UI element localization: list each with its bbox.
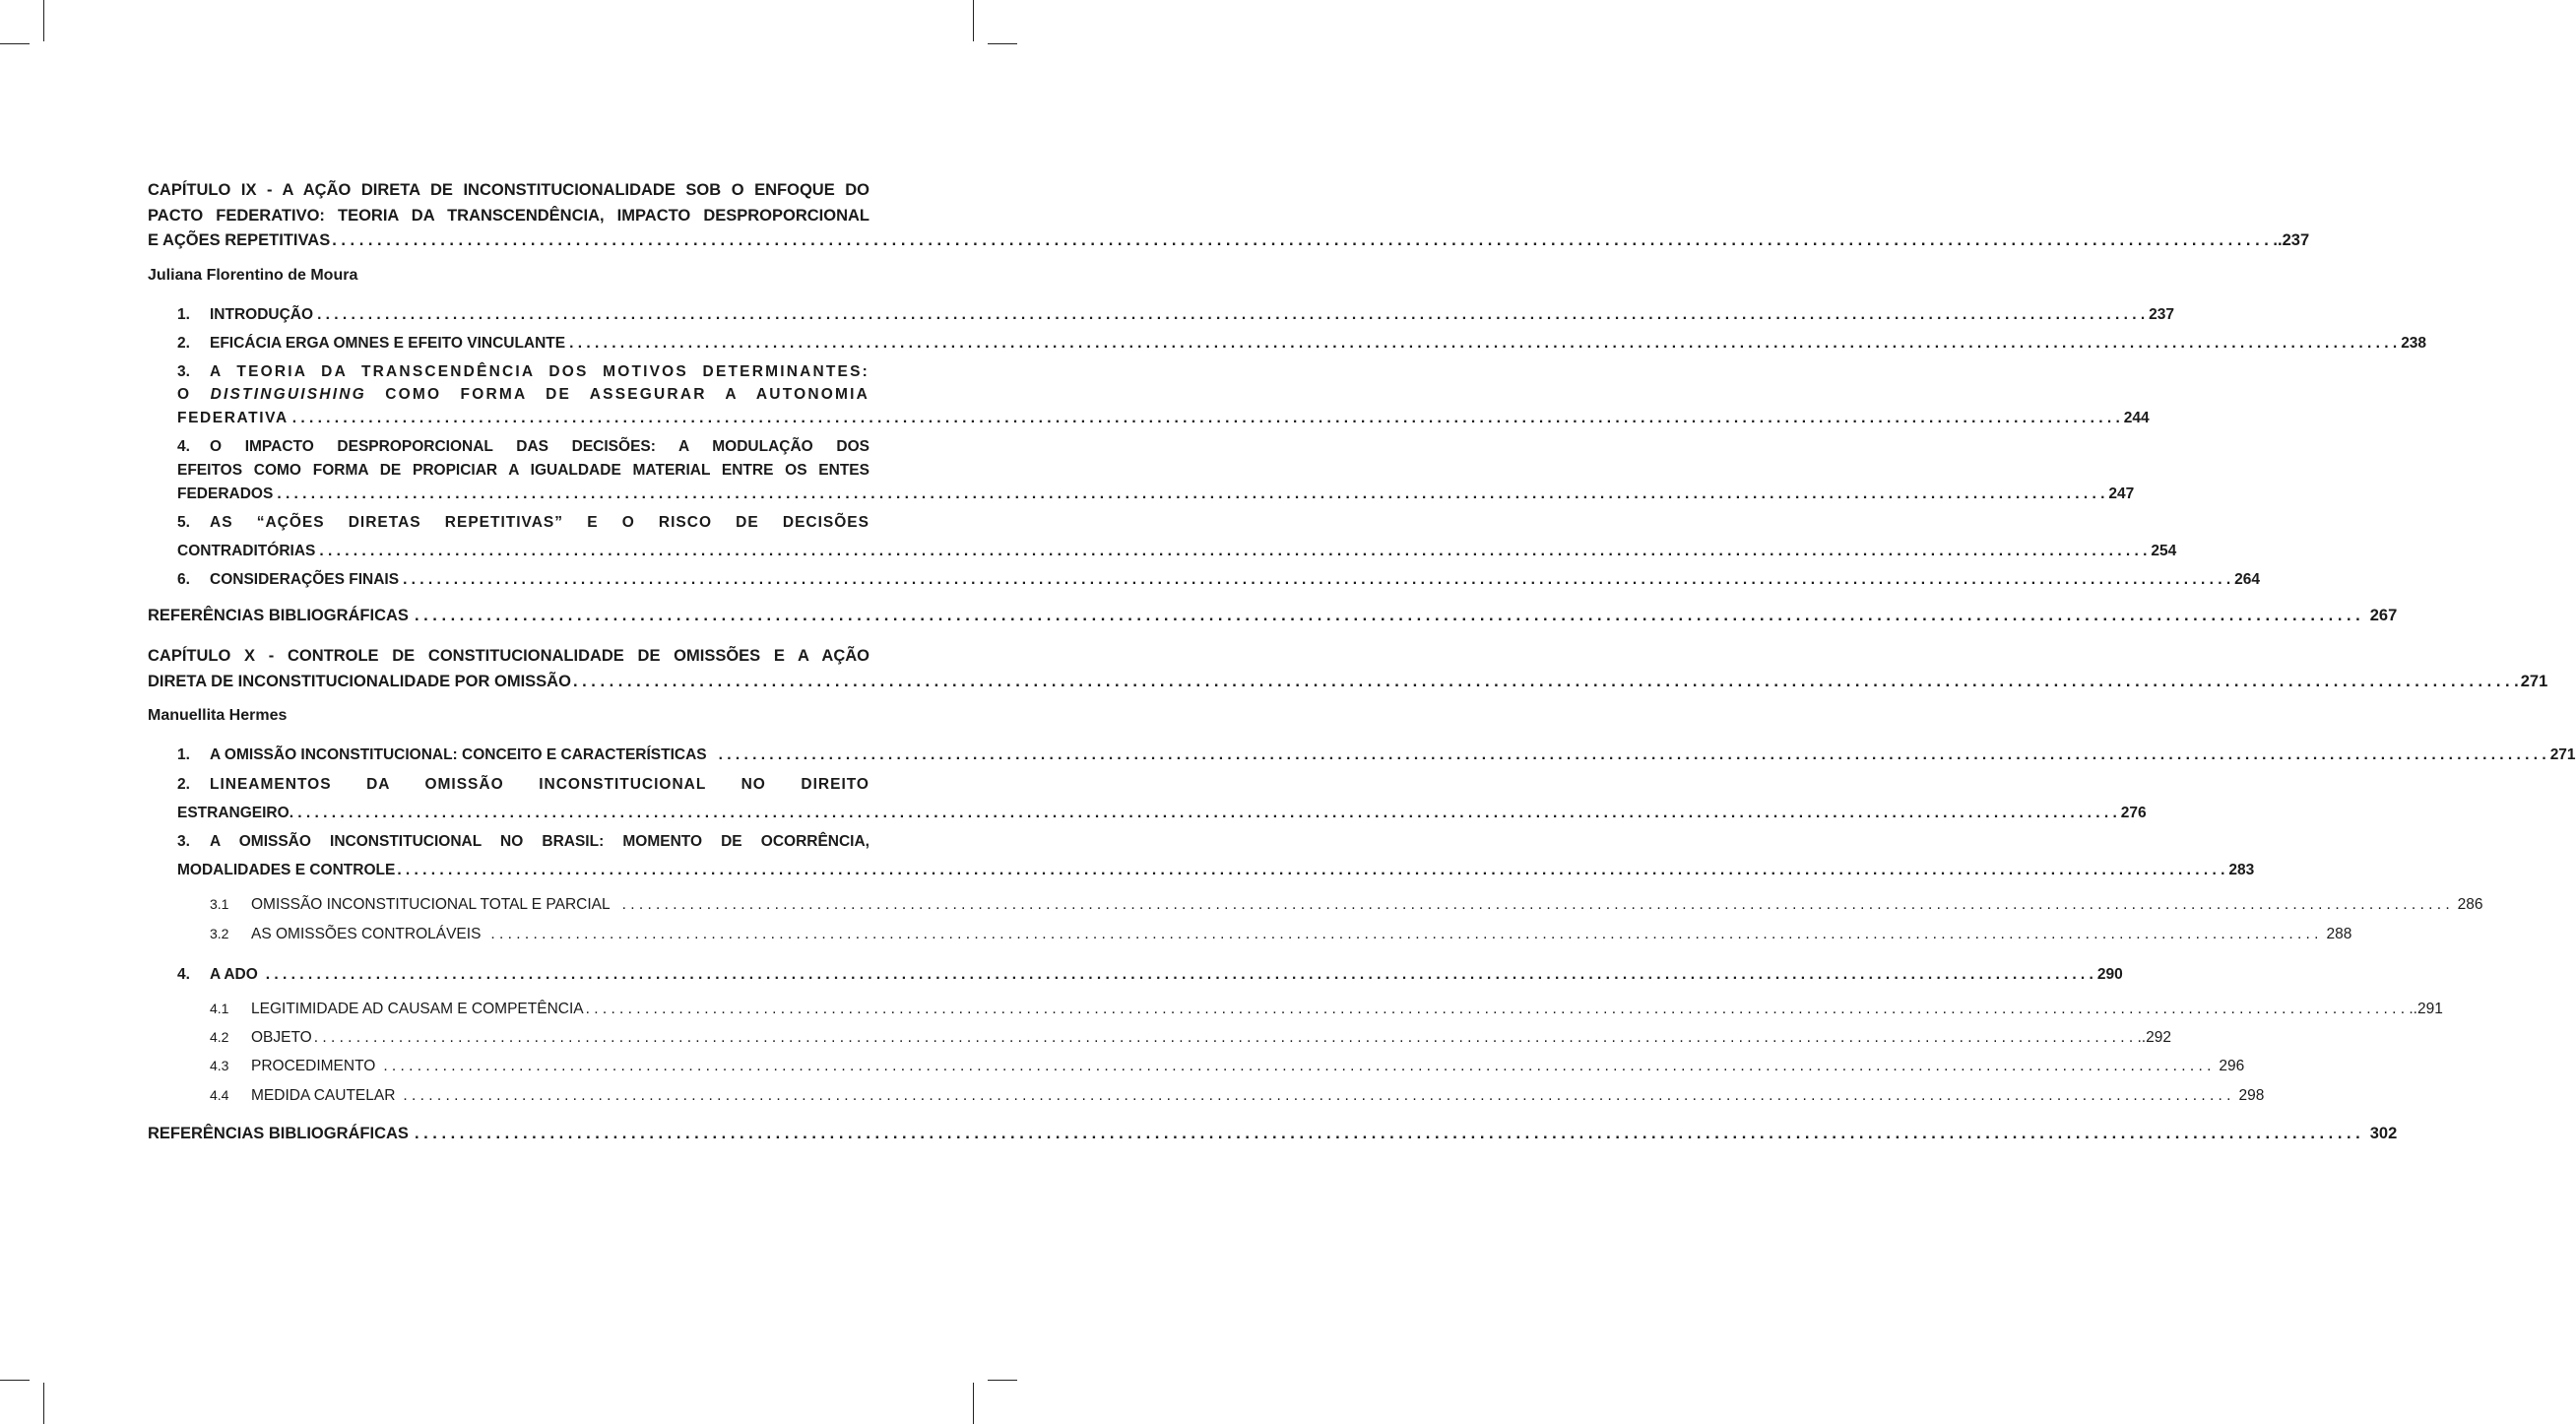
section-title-line: ESTRANGEIRO [177,804,290,821]
section-title: OBJETO [251,1029,312,1047]
page-number: 254 [2151,542,2177,559]
toc-entry[interactable] [177,329,2427,357]
toc-entry[interactable] [177,770,2147,827]
page-number: .292 [2141,1029,2171,1047]
toc-entry[interactable] [210,1023,2171,1052]
chapter-author: Manuellita Hermes [148,707,288,725]
chapter-title-line: E AÇÕES REPETITIVAS [148,231,331,249]
section-title: OMISSÃO INCONSTITUCIONAL TOTAL E PARCIAL [251,896,611,914]
chapter-heading [148,644,2548,694]
section-number: 4.2 [210,1029,229,1046]
section-number: 3. [177,362,190,380]
section-title: AS “AÇÕES DIRETAS REPETITIVAS” E O RISCO DE DECISÕES [210,513,869,531]
crop-mark [43,0,44,41]
section-number: 4.3 [210,1058,229,1074]
toc-entry[interactable] [177,300,2174,329]
section-number: 5. [177,513,190,531]
dot-leader [490,920,2318,948]
dot-leader [383,1052,2211,1080]
dot-leader [397,856,2224,884]
dot-leader [403,1081,2230,1110]
section-number: 2. [177,775,190,793]
section-number: 2. [177,334,190,352]
page-number: 237 [2149,305,2174,323]
section-title: A OMISSÃO INCONSTITUCIONAL: CONCEITO E CARACTERÍSTICAS [210,746,707,764]
toc-entry[interactable] [177,432,2135,507]
section-number: 4. [177,438,190,456]
section-title-line: FEDERATIVA [177,410,289,427]
toc-entry[interactable] [177,827,2255,884]
dot-leader [415,604,2360,628]
dot-leader [277,480,2104,508]
references-label: REFERÊNCIAS BIBLIOGRÁFICAS [148,1124,409,1142]
dot-leader [586,995,2414,1023]
page-number: 290 [2096,965,2123,983]
page-number: 271 [2549,746,2576,764]
toc-entry[interactable] [210,1081,2265,1110]
section-title-line: MODALIDADES E CONTROLE [177,862,396,879]
section-list [177,960,2123,989]
dot-leader [569,329,2397,357]
section-title: INTRODUÇÃO [210,305,314,323]
section-title: O IMPACTO DESPROPORCIONAL DAS DECISÕES: A MODULAÇÃO DOS [210,438,869,456]
page-number: 271 [2520,672,2548,690]
page-number: 283 [2228,862,2255,879]
section-title-line: CONTRADITÓRIAS [177,542,316,559]
toc-entry[interactable] [177,565,2260,594]
references-label: REFERÊNCIAS BIBLIOGRÁFICAS [148,607,409,625]
toc-entry[interactable] [177,508,2177,565]
section-title: A ADO [210,965,258,983]
subsection-list [210,995,2443,1110]
page-number: 247 [2108,485,2135,502]
page-number: 264 [2234,571,2260,589]
dot-leader [266,960,2093,989]
dot-leader [719,741,2546,769]
toc-entry[interactable] [177,357,2150,432]
section-title: EFICÁCIA ERGA OMNES E EFEITO VINCULANTE [210,334,566,352]
toc-entry[interactable] [210,890,2483,919]
dot-leader [314,1023,2142,1052]
toc-entry[interactable] [210,920,2352,948]
chapter-author: Juliana Florentino de Moura [148,266,358,284]
chapter-title-line: CAPÍTULO X - CONTROLE DE CONSTITUCIONALIDADE DE OMISSÕES E A AÇÃO [148,647,869,666]
toc-entry[interactable] [148,228,2310,254]
toc-entry[interactable] [177,741,2576,769]
section-number: 3.1 [210,896,229,913]
toc-entry[interactable] [148,670,2548,695]
section-number: 6. [177,571,190,589]
dot-leader [319,537,2147,565]
crop-mark [0,1380,30,1381]
section-list [177,300,2427,595]
section-title: CONSIDERAÇÕES FINAIS [210,571,400,589]
crop-mark [43,1383,44,1424]
page-number: 288 [2326,925,2352,942]
section-title: AS OMISSÕES CONTROLÁVEIS [251,925,482,942]
crop-mark [988,1380,1017,1381]
dot-leader [292,404,2120,432]
section-title: PROCEDIMENTO [251,1058,376,1075]
toc-entry[interactable] [210,1052,2245,1080]
section-number: 3.2 [210,925,229,941]
subsection-list [210,890,2483,947]
section-title: MEDIDA CAUTELAR [251,1086,396,1104]
dot-leader [332,228,2278,254]
page-number: 276 [2120,804,2147,821]
chapter-heading [148,178,2310,254]
page-number: 267 [2369,607,2398,625]
dot-leader [415,1122,2360,1146]
section-title-line: O DISTINGUISHING COMO FORMA DE ASSEGURAR A AUTONOMIA [177,386,869,404]
section-title: A OMISSÃO INCONSTITUCIONAL NO BRASIL: MOMENTO DE OCORRÊNCIA, [210,832,869,850]
toc-entry[interactable] [177,960,2123,989]
dot-leader [317,300,2145,329]
crop-mark [988,43,1017,44]
page-number: .291 [2413,1000,2443,1017]
references-entry[interactable] [148,1122,2398,1146]
page-number: .237 [2278,231,2310,249]
page-number: 296 [2219,1058,2245,1075]
section-number: 1. [177,305,190,323]
page-number: 302 [2369,1124,2398,1142]
section-number: 4.4 [210,1086,229,1103]
section-title-line: EFEITOS COMO FORMA DE PROPICIAR A IGUALDADE MATERIAL ENTRE OS ENTES [177,461,869,479]
crop-mark [973,1383,974,1424]
references-entry[interactable] [148,604,2398,628]
dot-leader [403,565,2230,594]
section-number: 4. [177,965,190,983]
page-number: 286 [2457,896,2483,914]
toc-entry[interactable] [210,995,2443,1023]
dot-leader [573,670,2519,695]
page-number: 298 [2238,1086,2265,1104]
chapter-title-line: DIRETA DE INCONSTITUCIONALIDADE POR OMISSÃO [148,672,571,690]
section-number: 1. [177,746,190,764]
section-title: A TEORIA DA TRANSCENDÊNCIA DOS MOTIVOS DETERMINANTES: [210,362,869,380]
dot-leader [290,799,2117,827]
dot-leader [622,890,2450,919]
section-title: LEGITIMIDADE AD CAUSAM E COMPETÊNCIA [251,1000,584,1017]
table-of-contents [148,178,2576,1146]
section-list [177,741,2576,884]
page-number: 238 [2401,334,2427,352]
section-number: 4.1 [210,1000,229,1016]
crop-mark [973,0,974,41]
chapter-title-line: CAPÍTULO IX - A AÇÃO DIRETA DE INCONSTITUCIONALIDADE SOB O ENFOQUE DO [148,181,869,199]
crop-mark [0,43,30,44]
chapter-title-line: PACTO FEDERATIVO: TEORIA DA TRANSCENDÊNCIA, IMPACTO DESPROPORCIONAL [148,206,869,225]
page-number: 244 [2123,410,2150,427]
section-number: 3. [177,832,190,850]
section-title: LINEAMENTOS DA OMISSÃO INCONSTITUCIONAL NO DIREITO [210,775,869,793]
section-title-line: FEDERADOS [177,485,274,502]
